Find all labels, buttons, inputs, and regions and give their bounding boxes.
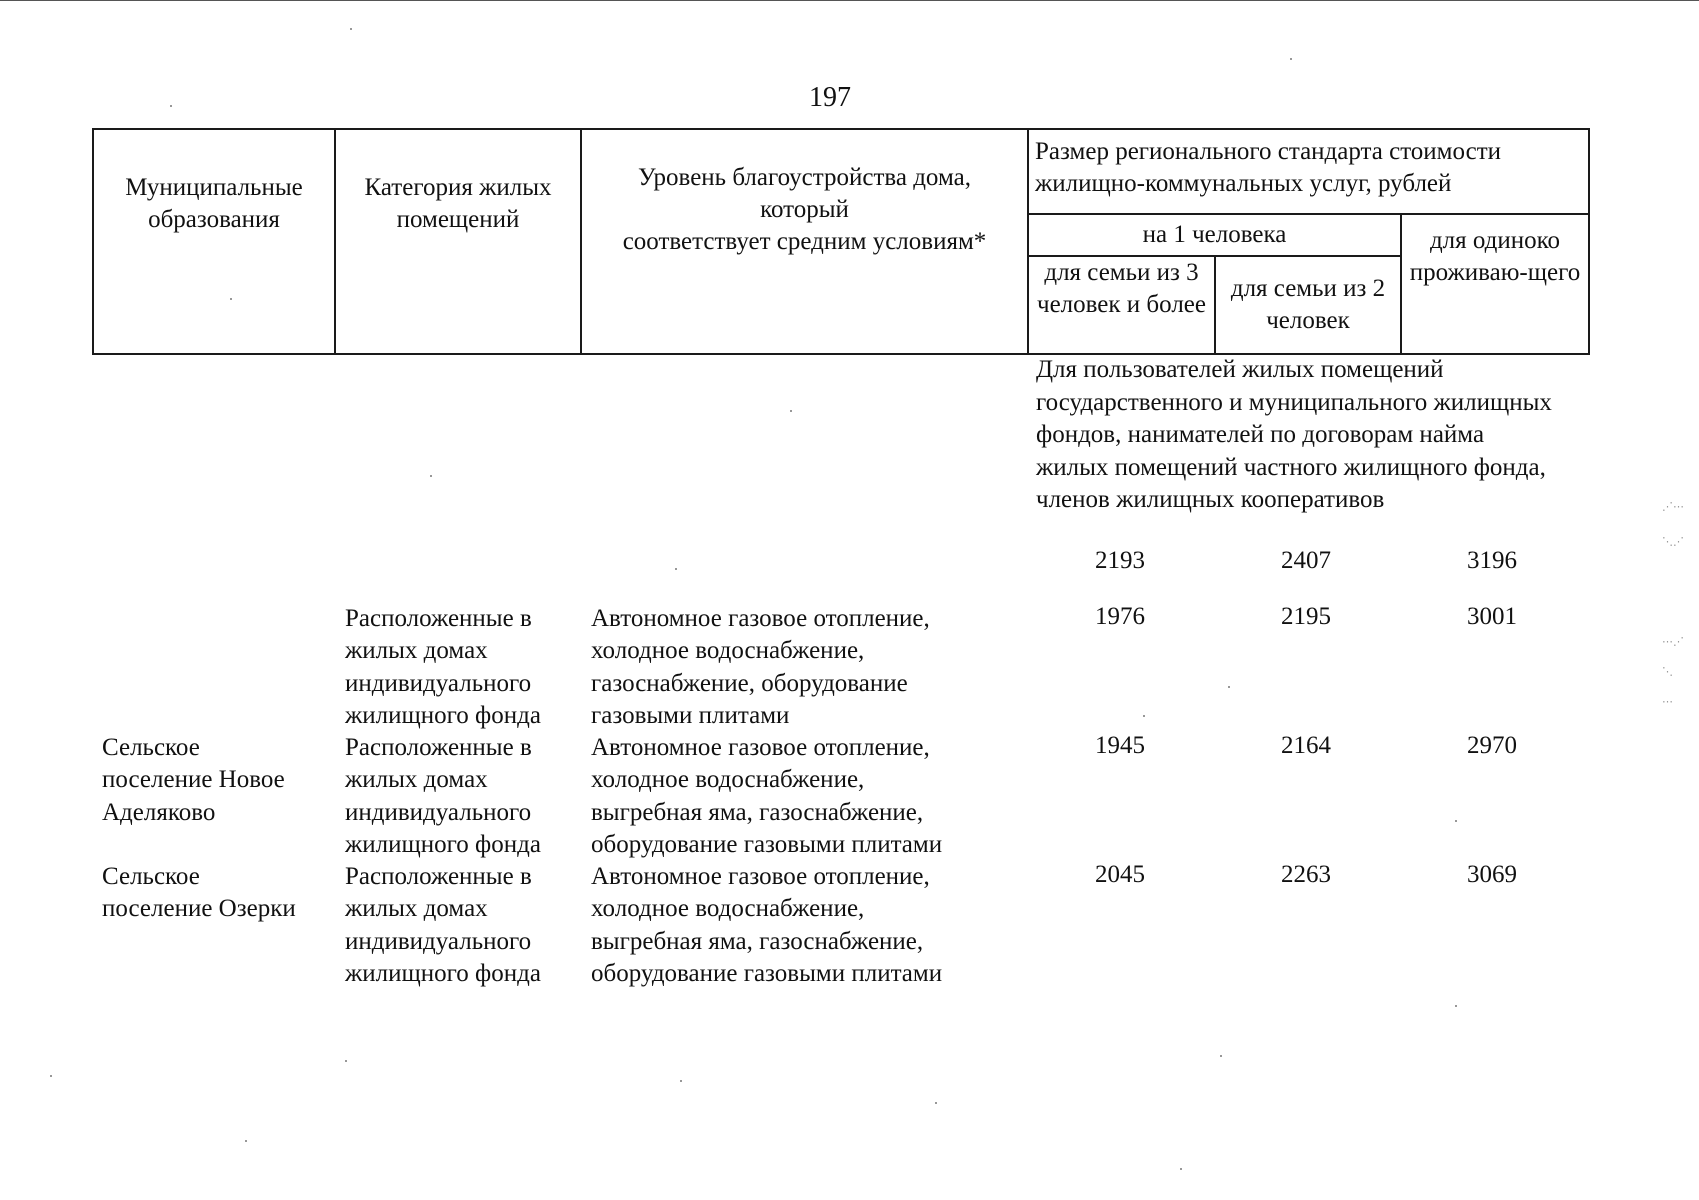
row1-level: Автономное газовое отопление, холодное водоснабжение, газоснабжение, оборудование газовыми плитами xyxy=(591,605,930,730)
scan-speck xyxy=(170,105,172,107)
col-header-single: для одиноко проживаю-щего xyxy=(1401,214,1589,354)
scan-speck xyxy=(1228,686,1230,688)
col-header-level-line2: который xyxy=(760,196,849,223)
scan-speck xyxy=(1290,58,1292,60)
scan-speck xyxy=(50,1075,52,1077)
row3-value-single: 3069 xyxy=(1467,861,1517,888)
scan-top-edge xyxy=(0,0,1699,1)
scan-speck xyxy=(790,410,792,412)
scan-speck xyxy=(430,475,432,477)
scan-speck xyxy=(1455,820,1457,822)
margin-scan-mark: ⋱ xyxy=(1662,666,1673,678)
row2-category: Расположенные в жилых домах индивидуального жилищного фонда xyxy=(345,734,541,859)
section-value-single: 3196 xyxy=(1467,547,1517,574)
col-header-level-line3: соответствует средним условиям* xyxy=(622,228,987,255)
col-header-level-line1: Уровень благоустройства дома, xyxy=(638,164,971,191)
col-header-family2: для семьи из 2 человек xyxy=(1215,256,1401,354)
scan-speck xyxy=(680,1080,682,1082)
row1-value-single: 3001 xyxy=(1467,603,1517,630)
row1-value-family3: 1976 xyxy=(1095,603,1145,630)
section-value-family2: 2407 xyxy=(1281,547,1331,574)
row1-value-family2: 2195 xyxy=(1281,603,1331,630)
row3-value-family3: 2045 xyxy=(1095,861,1145,888)
col-header-level xyxy=(581,129,1028,354)
row3-value-family2: 2263 xyxy=(1281,861,1331,888)
col-header-municipality: Муниципальные образования xyxy=(93,129,335,354)
margin-scan-mark: ⋱⋰ xyxy=(1662,536,1684,548)
col-header-standard: Размер регионального стандарта стоимости жилищно-коммунальных услуг, рублей xyxy=(1028,129,1589,214)
scan-speck xyxy=(1455,1005,1457,1007)
margin-scan-mark: ⋰⋯ xyxy=(1662,501,1684,513)
row3-municipality: Сельское поселение Озерки xyxy=(102,863,296,923)
scan-speck xyxy=(1180,1168,1182,1170)
margin-scan-mark: ⋯⋰ xyxy=(1662,636,1684,648)
row2-level: Автономное газовое отопление, холодное водоснабжение, выгребная яма, газоснабжение, оборудование газовыми плитами xyxy=(591,734,943,859)
row2-value-family3: 1945 xyxy=(1095,732,1145,759)
row1-category: Расположенные в жилых домах индивидуального жилищного фонда xyxy=(345,605,541,730)
row2-value-single: 2970 xyxy=(1467,732,1517,759)
scan-speck xyxy=(1220,1055,1222,1057)
row3-level: Автономное газовое отопление, холодное водоснабжение, выгребная яма, газоснабжение, оборудование газовыми плитами xyxy=(591,863,943,988)
scan-speck xyxy=(345,1060,347,1062)
scan-speck xyxy=(675,568,677,570)
col-header-family3: для семьи из 3 человек и более xyxy=(1028,256,1215,354)
row2-municipality: Сельское поселение Новое Аделяково xyxy=(102,734,285,826)
row2-value-family2: 2164 xyxy=(1281,732,1331,759)
scan-speck xyxy=(1143,715,1145,717)
col-header-category: Категория жилых помещений xyxy=(335,129,581,354)
header-table xyxy=(92,128,1590,355)
scan-speck xyxy=(230,298,232,300)
scan-speck xyxy=(245,1140,247,1142)
section-label: Для пользователей жилых помещений государственного и муниципального жилищных фондов, нанимателей по договорам найма жилых помещений частного жилищного фонда, членов жилищных кооперативов xyxy=(1036,356,1552,514)
section-value-family3: 2193 xyxy=(1095,547,1145,574)
margin-scan-mark: ⋯ xyxy=(1662,696,1673,708)
col-header-per-person: на 1 человека xyxy=(1028,214,1401,256)
row3-category: Расположенные в жилых домах индивидуального жилищного фонда xyxy=(345,863,541,988)
scan-speck xyxy=(350,28,352,30)
scan-speck xyxy=(935,1102,937,1104)
page-number: 197 xyxy=(809,82,851,113)
